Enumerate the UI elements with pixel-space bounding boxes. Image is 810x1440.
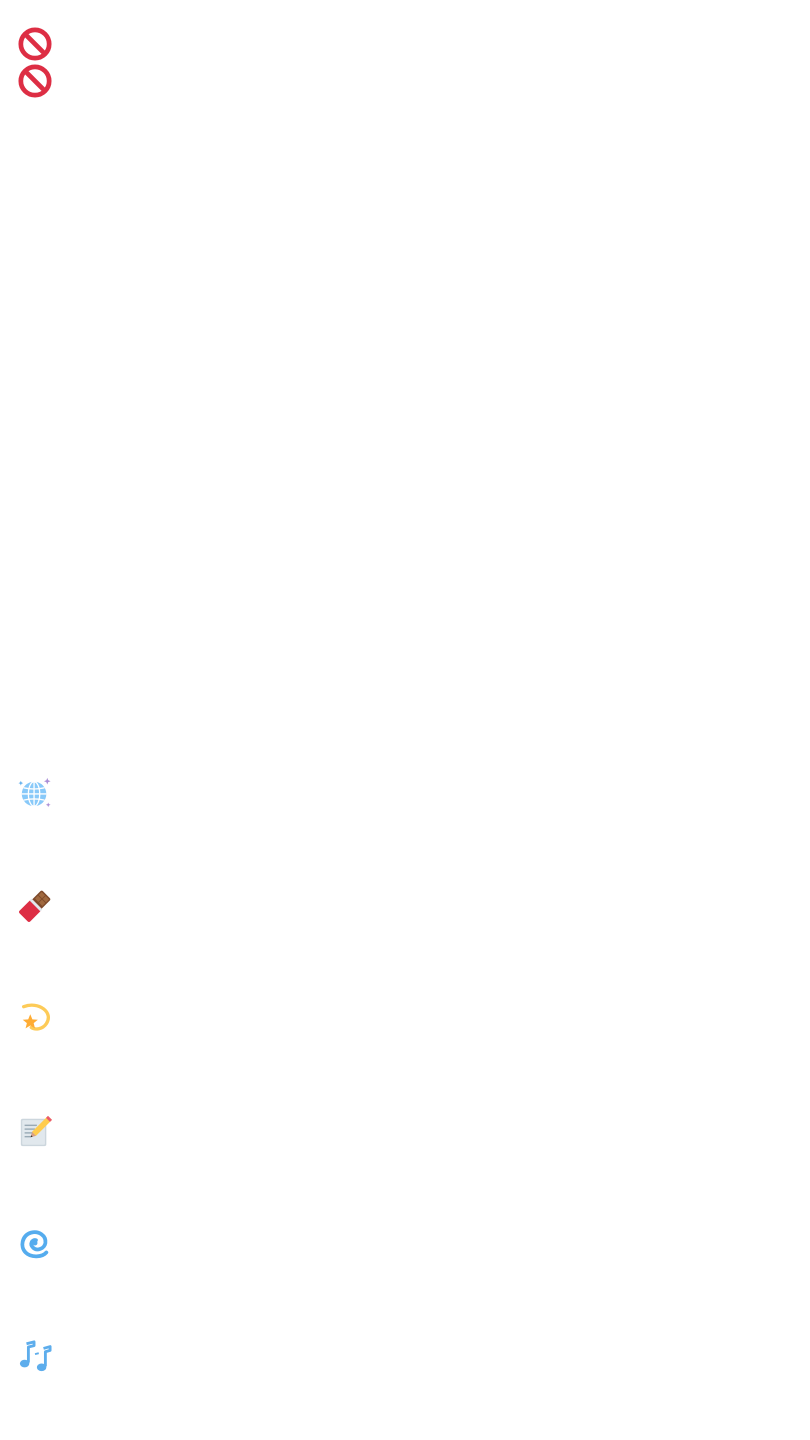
- musical-notes-icon: [18, 1339, 52, 1373]
- memo-pencil-icon: [18, 1114, 52, 1148]
- cyclone-icon: [18, 1226, 52, 1260]
- dizzy-star-icon: [18, 1001, 52, 1035]
- globe-with-meridians-icon: [18, 776, 52, 810]
- chocolate-bar-icon: [18, 889, 52, 923]
- prohibited-icon: [18, 27, 52, 61]
- prohibited-icon: [18, 64, 52, 98]
